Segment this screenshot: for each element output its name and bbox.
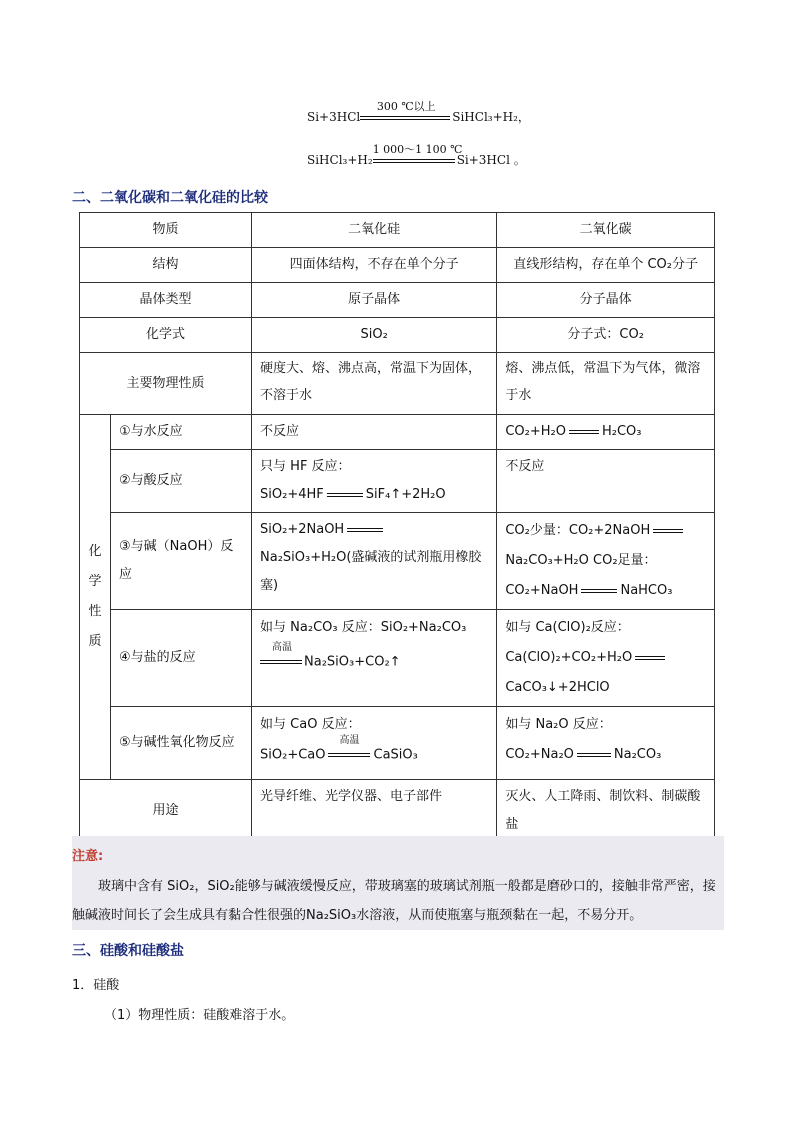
- cell-sio2-structure: 四面体结构，不存在单个分子: [252, 248, 497, 283]
- note-label: 注意:: [72, 849, 104, 864]
- cell-co2-salt: [497, 610, 715, 707]
- sio2-oxide-product: CaSiO₃: [373, 747, 418, 763]
- row-label-crystal: 晶体类型: [80, 283, 252, 318]
- table-row: [80, 707, 715, 780]
- equation-2: [307, 142, 526, 168]
- reversible-arrow: [569, 430, 599, 434]
- row-label-use: 用途: [80, 780, 252, 843]
- sio2-base-products: Na₂SiO₃+H₂O(盛碱液的试剂瓶用橡胶塞): [260, 550, 482, 593]
- cell-sio2-use: 光导纤维、光学仪器、电子部件: [252, 780, 497, 843]
- row-label-salt: ④与盐的反应: [111, 610, 252, 707]
- cell-co2-crystal: 分子晶体: [497, 283, 715, 318]
- table-row: [80, 318, 715, 353]
- co2-salt-line3: CaCO₃↓+2HClO: [505, 680, 610, 695]
- sio2-salt-products: Na₂SiO₃+CO₂↑: [304, 654, 401, 670]
- row-label-chemical: [80, 415, 111, 780]
- eq2-arrow: [372, 142, 463, 168]
- co2-water-reactants: CO₂+H₂O: [505, 424, 566, 439]
- section-title-comparison: 二、二氧化碳和二氧化硅的比较: [72, 190, 268, 206]
- item-physical-properties: （1）物理性质：硅酸难溶于水。: [104, 1008, 295, 1023]
- table-row: [80, 283, 715, 318]
- cell-co2-formula: 分子式：CO₂: [497, 318, 715, 353]
- header-sio2: 二氧化硅: [252, 213, 497, 248]
- sio2-acid-line1: 只与 HF 反应：: [260, 459, 351, 474]
- table-row: [80, 780, 715, 843]
- row-label-formula: 化学式: [80, 318, 252, 353]
- co2-oxide-product: Na₂CO₃: [613, 747, 662, 762]
- chemical-properties-label: 化学性质: [88, 544, 102, 649]
- sio2-base-reactants: SiO₂+2NaOH: [260, 522, 345, 537]
- cell-sio2-water: 不反应: [252, 415, 497, 450]
- eq2-left: SiHCl₃+H₂: [307, 153, 373, 167]
- comparison-table: [79, 212, 715, 843]
- row-label-structure: 结构: [80, 248, 252, 283]
- table-row: [80, 610, 715, 707]
- high-temp-arrow-2: [328, 735, 372, 770]
- co2-water-product: H₂CO₃: [601, 424, 642, 439]
- sio2-oxide-line1: 如与 CaO 反应：: [260, 717, 361, 732]
- sio2-salt-line1: 如与 Na₂CO₃ 反应：SiO₂+Na₂CO₃: [260, 620, 467, 635]
- cell-sio2-crystal: 原子晶体: [252, 283, 497, 318]
- table-row: [80, 513, 715, 610]
- eq2-condition: 1 000～1 100 ℃: [372, 142, 463, 156]
- co2-salt-line2: Ca(ClO)₂+CO₂+H₂O: [505, 650, 633, 665]
- cell-sio2-base: [252, 513, 497, 610]
- sio2-oxide-reactants: SiO₂+CaO: [260, 747, 326, 763]
- co2-base-line1: CO₂少量：CO₂+2NaOH: [505, 523, 651, 538]
- cell-co2-base: [497, 513, 715, 610]
- cell-sio2-salt: [252, 610, 497, 707]
- cell-co2-acid: 不反应: [497, 450, 715, 513]
- equation-1: [307, 99, 530, 125]
- co2-base-line2: Na₂CO₃+H₂O CO₂足量：: [505, 553, 657, 568]
- cell-sio2-oxide: [252, 707, 497, 780]
- cell-sio2-formula: SiO₂: [252, 318, 497, 353]
- sio2-acid-reactants: SiO₂+4HF: [260, 487, 324, 502]
- table-row: [80, 353, 715, 415]
- header-substance: 物质: [80, 213, 252, 248]
- eq1-right: SiHCl₃+H₂，: [452, 110, 530, 124]
- section-title-silicic-acid: 三、硅酸和硅酸盐: [72, 943, 184, 959]
- high-temp-arrow: [260, 642, 304, 677]
- eq1-condition: 300 ℃以上: [376, 99, 436, 113]
- cell-co2-oxide: [497, 707, 715, 780]
- row-label-oxide: ⑤与碱性氧化物反应: [111, 707, 252, 780]
- co2-salt-line1: 如与 Ca(ClO)₂反应：: [505, 620, 630, 635]
- eq1-left: Si+3HCl: [307, 110, 361, 124]
- cell-sio2-acid: [252, 450, 497, 513]
- co2-oxide-line1: 如与 Na₂O 反应：: [505, 717, 612, 732]
- co2-base-line3-right: NaHCO₃: [620, 583, 673, 598]
- header-co2: 二氧化碳: [497, 213, 715, 248]
- cell-co2-water: [497, 415, 715, 450]
- table-row: [80, 213, 715, 248]
- table-row: [80, 450, 715, 513]
- row-label-water: ①与水反应: [111, 415, 252, 450]
- sio2-oxide-condition: 高温: [339, 735, 360, 746]
- row-label-acid: ②与酸反应: [111, 450, 252, 513]
- sio2-acid-products: SiF₄↑+2H₂O: [365, 487, 446, 502]
- eq1-arrow: [360, 99, 452, 125]
- table-row: [80, 248, 715, 283]
- cell-sio2-physical: 硬度大、熔、沸点高，常温下为固体，不溶于水: [252, 353, 497, 415]
- cell-co2-physical: 熔、沸点低，常温下为气体，微溶于水: [497, 353, 715, 415]
- row-label-base: ③与碱（NaOH）反应: [111, 513, 252, 610]
- co2-base-line3-left: CO₂+NaOH: [505, 583, 579, 598]
- co2-oxide-reactants: CO₂+Na₂O: [505, 747, 574, 762]
- sio2-salt-condition: 高温: [272, 642, 293, 653]
- item-silicic-acid: 1．硅酸: [72, 978, 120, 993]
- eq2-right: Si+3HCl 。: [456, 153, 526, 167]
- cell-co2-structure: 直线形结构，存在单个 CO₂分子: [497, 248, 715, 283]
- row-label-physical: 主要物理性质: [80, 353, 252, 415]
- note-text: 玻璃中含有 SiO₂，SiO₂能够与碱液缓慢反应，带玻璃塞的玻璃试剂瓶一般都是磨砂口的，接触非常严密，接触碱液时间长了会生成具有黏合性很强的Na₂SiO₃水溶液，从而使瓶塞与瓶颈黏在一起，不易分开。: [72, 879, 716, 923]
- table-row: [80, 415, 715, 450]
- cell-co2-use: 灭火、人工降雨、制饮料、制碳酸盐: [497, 780, 715, 843]
